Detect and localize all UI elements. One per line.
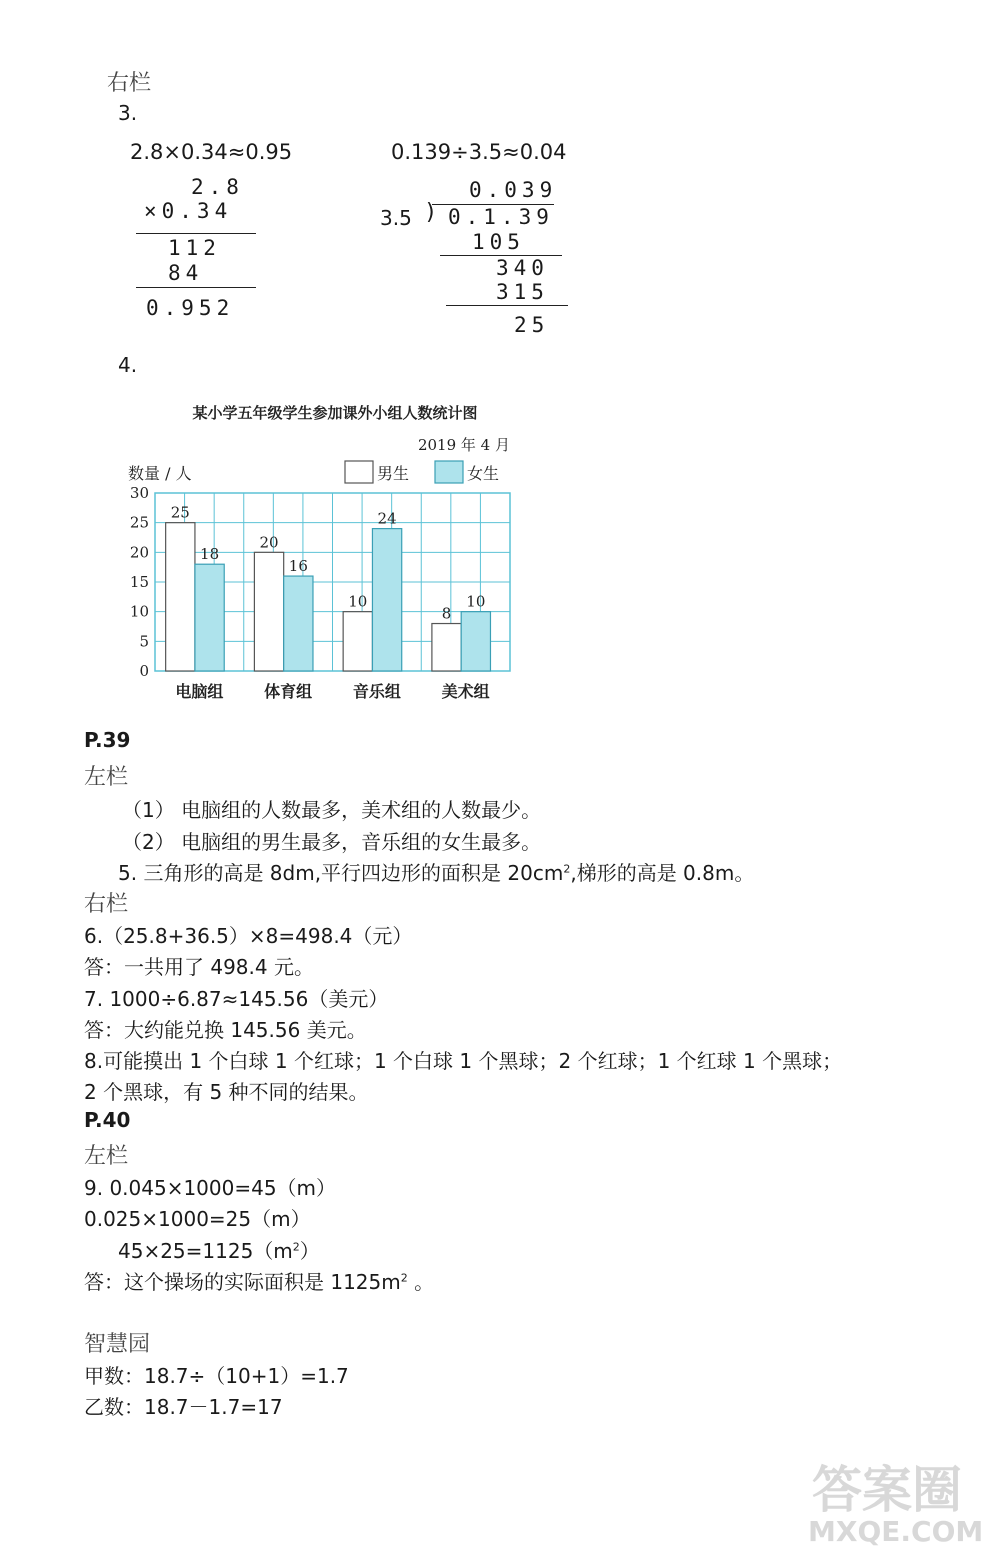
answer-7: 答：大约能兑换 145.56 美元。 — [84, 1018, 367, 1042]
y-tick-label: 20 — [129, 543, 149, 562]
section-heading-left-column-40: 左栏 — [84, 1144, 129, 1169]
chart-legend — [345, 461, 499, 483]
y-tick-label: 0 — [139, 662, 149, 680]
question-number-4: 4. — [118, 353, 138, 377]
mult-multiplier: ×0.34 — [144, 199, 233, 223]
section-heading-wisdom: 智慧园 — [84, 1332, 151, 1357]
div-remainder: 25 — [514, 313, 550, 337]
mult-product: 0.952 — [146, 296, 235, 320]
div-quotient: 0.039 — [469, 178, 558, 202]
bar-value-label: 8 — [441, 604, 452, 623]
question-number-3: 3. — [118, 101, 138, 125]
bar-girls — [195, 564, 224, 671]
page-label-p39: P.39 — [84, 728, 131, 752]
legend-swatch — [345, 461, 373, 483]
div-step-1: 105 — [472, 230, 525, 254]
answer-4-1: （1） 电脑组的人数最多，美术组的人数最少。 — [122, 798, 542, 822]
answer-6: 答：一共用了 498.4 元。 — [84, 955, 314, 979]
bar-girls — [284, 576, 313, 671]
question-8-line-2: 2 个黑球，有 5 种不同的结果。 — [84, 1080, 369, 1104]
div-dividend: 0.1.39 — [448, 205, 554, 229]
question-7: 7. 1000÷6.87≈145.56（美元） — [84, 987, 389, 1011]
answer-9: 答：这个操场的实际面积是 $1125m^2$ 。 — [84, 1270, 435, 1294]
div-rule-2 — [446, 305, 568, 306]
section-heading-left-column-39: 左栏 — [84, 765, 129, 790]
x-tick-label: 电脑组 — [175, 682, 224, 701]
bar-value-label: 25 — [170, 503, 190, 522]
chart-subtitle: 2019 年 4 月 — [417, 436, 510, 454]
div-bracket: ) — [426, 200, 435, 225]
div-step-2: 340 — [496, 256, 549, 280]
y-tick-label: 30 — [129, 484, 149, 502]
bar-boys — [254, 552, 283, 671]
bar-girls — [461, 612, 490, 671]
bar-value-label: 20 — [259, 533, 279, 552]
x-tick-label: 体育组 — [264, 682, 313, 701]
question-9-line-3: $45\times 25=1125(m^2)$ — [118, 1239, 320, 1263]
wisdom-jia: 甲数：18.7÷（10+1）=1.7 — [84, 1364, 349, 1388]
mult-rule-1 — [136, 233, 256, 234]
legend-swatch — [435, 461, 463, 483]
bar-boys — [432, 624, 461, 671]
y-tick-label: 5 — [139, 632, 149, 651]
bar-boys — [343, 612, 372, 671]
answer-5: 5. 三角形的高是 8dm,平行四边形的面积是 $20cm^2$,梯形的高是 0.8m。 — [118, 861, 755, 885]
mult-multiplicand: 2.8 — [191, 175, 244, 199]
chart-title: 某小学五年级学生参加课外小组人数统计图 — [192, 404, 478, 422]
answer-4-2: （2） 电脑组的男生最多，音乐组的女生最多。 — [122, 830, 542, 854]
section-heading-right-column: 右栏 — [107, 71, 152, 96]
chart-y-axis-label: 数量 / 人 — [128, 464, 192, 483]
legend-label: 男生 — [377, 464, 410, 483]
watermark-logo: 答案圈 — [812, 1461, 962, 1519]
div-step-3: 315 — [496, 280, 549, 304]
y-tick-label: 15 — [129, 573, 149, 591]
bar-value-label: 10 — [348, 592, 368, 611]
y-tick-label: 10 — [129, 602, 149, 621]
bar-chart — [110, 395, 530, 710]
division-equation: 0.139÷3.5≈0.04 — [391, 140, 567, 164]
bar-boys — [166, 523, 195, 671]
mult-partial-1: 112 — [168, 236, 221, 260]
page-label-p40: P.40 — [84, 1108, 131, 1132]
bar-value-label: 18 — [200, 545, 220, 564]
bar-value-label: 16 — [288, 557, 308, 576]
mult-partial-2: 84 — [168, 261, 204, 285]
question-6: 6.（25.8+36.5）×8=498.4（元） — [84, 924, 413, 948]
section-heading-right-column-39: 右栏 — [84, 892, 129, 917]
chart-x-ticks — [175, 682, 489, 701]
bar-girls — [372, 529, 401, 671]
question-9-line-2: 0.025×1000=25（m） — [84, 1207, 311, 1231]
chart-y-ticks — [130, 484, 149, 680]
bar-value-label: 24 — [377, 509, 397, 528]
mult-rule-2 — [136, 287, 256, 288]
x-tick-label: 音乐组 — [352, 682, 401, 701]
legend-label: 女生 — [467, 464, 500, 483]
y-tick-label: 25 — [129, 513, 149, 532]
multiplication-equation: 2.8×0.34≈0.95 — [130, 140, 293, 164]
div-divisor: 3.5 — [380, 206, 412, 230]
x-tick-label: 美术组 — [441, 682, 490, 701]
wisdom-yi: 乙数：18.7－1.7=17 — [84, 1395, 283, 1419]
bar-value-label: 10 — [466, 592, 486, 611]
question-8-line-1: 8.可能摸出 1 个白球 1 个红球；1 个白球 1 个黑球；2 个红球；1 个红球 1 个黑球； — [84, 1049, 843, 1073]
question-9-line-1: 9. 0.045×1000=45（m） — [84, 1176, 337, 1200]
watermark-url: MXQE.COM — [808, 1515, 984, 1548]
